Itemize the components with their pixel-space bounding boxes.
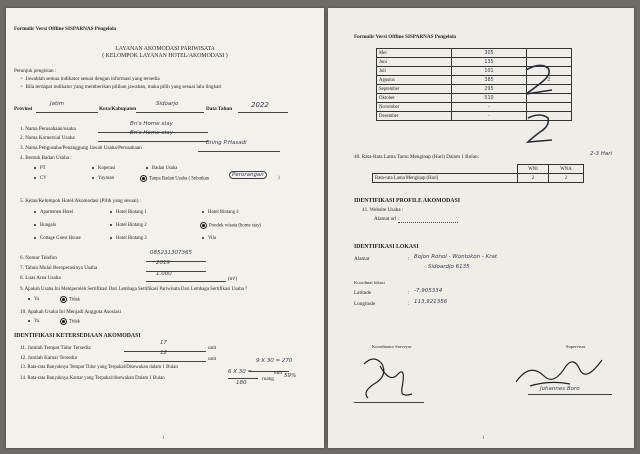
q12-label: 12. Jumlah Kamar Tersedia xyxy=(20,355,77,361)
province-label: Provinsi xyxy=(14,106,33,112)
extra-cell[interactable] xyxy=(527,49,572,58)
surveyor-label: Koordinator Surveyor xyxy=(372,344,412,349)
q4-close-paren: ) xyxy=(278,176,280,181)
coordinates-label: Koordinat lokasi xyxy=(354,280,385,285)
q6-value[interactable]: 085231307365 xyxy=(150,250,192,256)
q12-unit: unit xyxy=(208,356,217,362)
q14-extra[interactable]: 59% xyxy=(284,373,297,379)
q12-line xyxy=(124,361,206,362)
q11-value[interactable]: 17 xyxy=(160,340,167,346)
q12-value[interactable]: 12 xyxy=(160,350,167,356)
instruction-item: > Jawablah semua indikator sesuai dengan informasi yang tersedia xyxy=(20,76,160,82)
value-cell[interactable]: 305 xyxy=(452,49,527,58)
q7-label: 7. Tahun Mulai Beroperasinya Usaha xyxy=(20,265,98,271)
q4-value[interactable]: Perorangan xyxy=(229,171,267,179)
value-cell[interactable]: 135 xyxy=(452,58,527,67)
length-of-stay-table xyxy=(372,164,584,183)
supervisor-name[interactable]: Johannes Boro xyxy=(540,386,580,392)
q6-line xyxy=(146,261,206,262)
q4-option-pt[interactable]: PT xyxy=(34,166,46,171)
instruction-item: > Bila terdapat indikator yang memberikan pilihan jawaban, maka pilih yang sesuai lalu lingkari xyxy=(20,84,222,90)
q14-unit: ruang xyxy=(262,376,274,382)
city-label: Kota/Kabupaten xyxy=(99,106,137,112)
q8-unit: (m²) xyxy=(228,276,238,282)
value-cell[interactable]: 101 xyxy=(452,67,527,76)
province-value[interactable]: Jatim xyxy=(50,101,65,107)
q7-line xyxy=(146,271,206,272)
month-cell: Agustus xyxy=(377,76,452,85)
city-value[interactable]: Sidoarjo xyxy=(156,101,179,107)
latitude-value[interactable]: -7,905334 xyxy=(414,288,443,294)
month-cell: Juli xyxy=(377,67,452,76)
q8-line xyxy=(146,281,226,282)
instructions-title: Petunjuk pengisian : xyxy=(14,68,57,74)
q1-value[interactable]: Bn's Home stay xyxy=(130,121,174,127)
q10-label: 10. Apakah Usaha Ini Menjadi Anggota Asosiasi xyxy=(20,309,121,315)
q10-option-ya[interactable]: Ya xyxy=(28,319,39,324)
section-availability-title: IDENTIFIKASI KETERSEDIAAN AKOMODASI xyxy=(14,333,141,339)
value-cell[interactable]: 510 xyxy=(452,94,527,103)
q3-line xyxy=(198,151,280,152)
q14-value-denominator[interactable]: 180 xyxy=(236,380,247,386)
q3-value[interactable]: Bning P.Hasadi xyxy=(206,140,247,146)
q4-option-yayasan[interactable]: Yayasan xyxy=(92,176,114,181)
q10-option-tidak[interactable]: Tidak xyxy=(60,318,80,325)
q4-option-cv[interactable]: CV xyxy=(34,176,47,181)
q5-option-bintang1[interactable]: Hotel Bintang 1 xyxy=(110,210,147,215)
q8-label: 8. Luas Area Usaha xyxy=(20,275,61,281)
q41-url-line[interactable] xyxy=(398,222,458,223)
q9-option-tidak[interactable]: Tidak xyxy=(60,296,80,303)
q40-note[interactable]: 2-3 Hari xyxy=(590,151,613,157)
q11-unit: unit xyxy=(208,345,217,351)
month-cell: November xyxy=(377,103,452,112)
supervisor-label: Supervisor xyxy=(566,344,586,349)
q1-label: 1. Nama Perusahaan/usaha xyxy=(20,126,76,132)
q2-label: 2. Nama Komersial Usaha xyxy=(20,135,75,141)
q5-option-bintang4[interactable]: Hotel Bintang 4 xyxy=(202,210,239,215)
form-page-right xyxy=(328,8,634,448)
q14-value[interactable]: 6 X 30 = xyxy=(228,369,253,375)
section-profile-title: IDENTIFIKASI PROFILE AKOMODASI xyxy=(354,198,460,204)
handwritten-marks xyxy=(518,60,578,150)
longitude-value[interactable]: 113,921356 xyxy=(414,299,448,305)
address-value-line1[interactable]: Bojon Ronol - Wontokon - Krat xyxy=(414,254,498,260)
address-value-line2[interactable]: Sidoardjo 6135 xyxy=(428,264,470,270)
extra-cell[interactable]: 2 xyxy=(527,76,572,85)
month-cell: September xyxy=(377,85,452,94)
month-cell: Juni xyxy=(377,58,452,67)
section-location-title: IDENTIFIKASI LOKASI xyxy=(354,244,419,250)
wna-value[interactable]: 2 xyxy=(549,174,584,183)
q6-label: 6. Nomor Telefon xyxy=(20,255,57,261)
q13-unit: unit xyxy=(274,370,283,376)
value-cell[interactable]: - xyxy=(452,112,527,121)
form-title: LAYANAN AKOMODASI PARIWISATA xyxy=(115,46,215,52)
q5-label: 5. Kelas/Kelompok Hotel/Akomodasi (Pilih yang sesuai) : xyxy=(20,198,142,204)
year-value[interactable]: 2022 xyxy=(251,101,269,109)
row-label: Rata-rata Lama Menginap (Hari) xyxy=(373,174,518,183)
page-number: 1 xyxy=(482,436,485,441)
latitude-colon: : xyxy=(408,290,410,296)
q13-label: 13. Rata-rata Banyaknya Tempat Tidur yang Terpakai/Disewakan dalam 1 Bulan xyxy=(20,365,178,370)
q5-option-pondok-wisata[interactable]: Pondok wisata (home stay) xyxy=(200,222,261,229)
month-cell: Mei xyxy=(377,49,452,58)
q4-option-tanpa-badan-usaha[interactable]: Tanpa Badan Usaha ( Sebutkan xyxy=(140,175,209,182)
form-page-left xyxy=(6,8,324,448)
q5-option-apartemen[interactable]: Apartemen Hotel xyxy=(34,210,73,215)
value-cell[interactable]: 385 xyxy=(452,76,527,85)
q11-label: 11. Jumlah Tempat Tidur Tersedia xyxy=(20,345,91,351)
q5-option-bintang3[interactable]: Hotel Bintang 3 xyxy=(110,236,147,241)
form-header: Formulir Versi Offline SISPARNAS Pengelola xyxy=(14,26,117,32)
wni-value[interactable]: 2 xyxy=(518,174,549,183)
year-line xyxy=(238,112,288,113)
form-header: Formulir Versi Offline SISPARNAS Pengelola xyxy=(354,34,457,40)
surveyor-signature-icon xyxy=(354,354,424,404)
q4-option-koperasi[interactable]: Koperasi xyxy=(92,166,115,171)
latitude-label: Latitude xyxy=(354,290,372,296)
q9-option-ya[interactable]: Ya xyxy=(28,297,39,302)
q40-label: 40. Rata-Rata Lama Tamu Menginap (Hari) Dalam 1 Bulan: xyxy=(354,154,480,160)
q2-value[interactable]: Bn's Home stay xyxy=(130,130,174,136)
q2-line xyxy=(98,141,208,142)
q7-value[interactable]: 2019 xyxy=(156,260,170,266)
q5-option-bungalo[interactable]: Bungalo xyxy=(34,223,56,228)
q5-option-bintang2[interactable]: Hotel Bintang 2 xyxy=(110,223,147,228)
month-cell: Desember xyxy=(377,112,452,121)
q3-label: 3. Nama Pengusaha/Penanggung Jawab Usaha/Perusahaan xyxy=(20,145,142,151)
q13-value[interactable]: 9 X 30 = 270 xyxy=(256,358,293,364)
col-wni: WNI xyxy=(518,165,549,174)
form-subtitle: ( KELOMPOK LAYANAN HOTEL/AKOMODASI ) xyxy=(102,53,228,59)
q5-option-vila[interactable]: Vila xyxy=(202,236,216,241)
value-cell[interactable]: - xyxy=(452,103,527,112)
supervisor-signature-line xyxy=(528,394,612,395)
address-label: Alamat xyxy=(354,256,370,262)
q41-label: 41. Website Usaha : xyxy=(362,207,404,213)
city-line xyxy=(136,112,204,113)
q8-value[interactable]: 1.000 xyxy=(156,271,172,277)
surveyor-signature-line xyxy=(354,402,424,403)
q4-label: 4. Bentuk Badan Usaha : xyxy=(20,155,72,161)
q9-label: 9. Apakah Usaha Ini Memperoleh Sertifikasi Dari Lembaga Sertifikasi Pariwisata Dari Lembaga Sertifikasi Usaha ? xyxy=(20,287,248,292)
address-colon: : xyxy=(408,256,410,262)
province-line xyxy=(36,112,98,113)
q14-line xyxy=(228,378,258,379)
q14-label: 14. Rata-rata Banyaknya Kamar yang Terpakai/disewakan Dalam 1 Bulan xyxy=(20,376,165,381)
q4-option-badan-usaha[interactable]: Badan Usaha xyxy=(146,166,177,171)
longitude-colon: : xyxy=(408,301,410,307)
q41-url-label: Alamat url : xyxy=(374,216,400,222)
year-label: Data Tahun xyxy=(206,106,233,112)
q5-option-cottage[interactable]: Cottage Guest House xyxy=(34,236,81,241)
table-row xyxy=(377,49,572,58)
col-wna: WNA xyxy=(549,165,584,174)
month-cell: Oktober xyxy=(377,94,452,103)
q13-line xyxy=(249,371,289,372)
page-number: 1 xyxy=(162,436,165,441)
value-cell[interactable]: 295 xyxy=(452,85,527,94)
longitude-label: Longitude xyxy=(354,301,376,307)
